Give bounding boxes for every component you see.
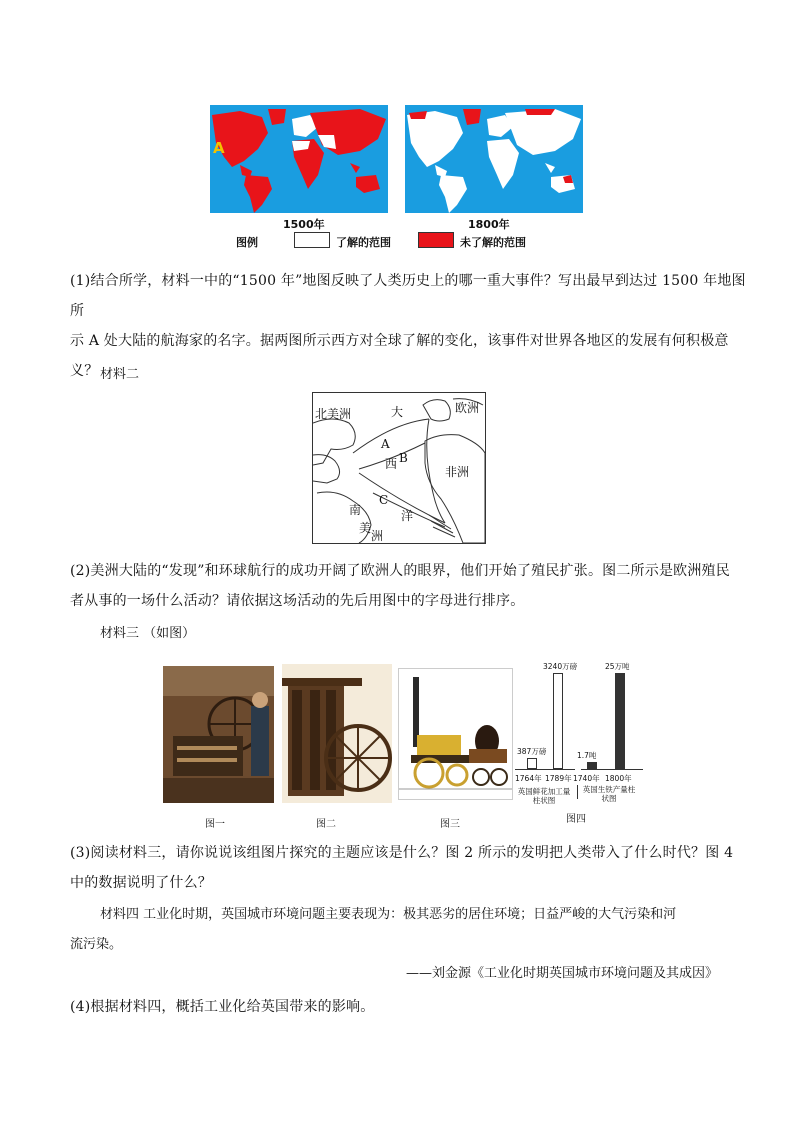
material-3-heading: 材料三 （如图） [100,626,196,641]
figure-3-caption: 图三 [440,819,460,830]
question-4 [70,992,750,1022]
material-4 [70,900,750,960]
question-1-line-2: 示 A 处大陆的航海家的名字。据两图所示西方对全球了解的变化，该事件对世界各地区的发展有何积极意 [70,333,729,349]
figure-3-locomotive [398,668,513,800]
map-label-north-america: 北美洲 [315,407,352,421]
map-label-xi: 西 [385,457,398,471]
question-3-line-2: 中的数据说明了什么？ [70,875,212,891]
chart-group-caption-2: 英国生铁产量柱状图 [582,785,636,803]
chart-category-label: 1800年 [605,774,632,783]
question-1-line-3: 义？ [70,363,99,379]
legend-unknown-swatch [418,232,454,248]
figure-4-caption: 图四 [566,814,586,825]
map-label-nan: 南 [349,503,362,517]
material-2-heading: 材料二 [100,367,140,382]
chart-value-label: 387万磅 [517,747,547,756]
chart-axis-1 [515,769,575,770]
material-4-line-1: 材料四 工业化时期，英国城市环境问题主要表现为：极其恶劣的居住环境；日益严峻的大气污染和河 [100,907,677,922]
question-4-line-1: (4)根据材料四，概括工业化给英国带来的影响。 [70,999,375,1015]
map-label-a: A [381,437,390,451]
chart-bar [615,673,625,769]
question-2-line-1: (2)美洲大陆的“发现”和环球航行的成功开阔了欧洲人的眼界，他们开始了殖民扩张。图二所示是欧洲殖民 [70,563,730,579]
map-label-mei: 美 [359,521,372,535]
chart-value-label: 25万吨 [605,662,630,671]
map-marker-a: A [213,139,225,157]
figure-2-caption: 图二 [316,819,336,830]
triangular-trade-map [312,392,486,544]
question-2 [70,556,750,616]
map-label-yang: 洋 [401,509,414,523]
map-label-c: C [379,493,389,507]
chart-bar [527,758,537,769]
chart-divider [577,785,578,799]
question-3-line-1: (3)阅读材料三，请你说说该组图片探究的主题应该是什么？图 2 所示的发明把人类带入了什么时代？图 4 [70,845,734,861]
chart-category-label: 1764年 [515,774,542,783]
world-map-1500 [210,105,388,213]
figure-2-steam-engine [282,664,392,803]
chart-axis-2 [581,769,643,770]
question-1-line-1: (1)结合所学，材料一中的“1500 年”地图反映了人类历史上的哪一重大事件？写出最早到达过 1500 年地图所 [70,273,746,319]
figure-4-bar-chart [515,655,645,805]
map-label-europe: 欧洲 [455,401,480,415]
map-label-da: 大 [391,405,404,419]
question-3 [70,838,750,898]
figure-1-spinning-jenny [163,666,274,803]
question-1 [70,266,750,386]
legend-known-label: 了解的范围 [336,236,391,249]
chart-value-label: 1.7吨 [577,751,597,760]
chart-bar [553,673,563,769]
legend-known-swatch [294,232,330,248]
legend-unknown-label: 未了解的范围 [460,236,526,249]
map-label-zhou: 洲 [371,529,384,543]
chart-group-caption-1: 英国鲜花加工量柱状图 [517,787,571,805]
legend-title: 图例 [236,236,258,249]
map-label-b: B [399,451,408,465]
figure-1-caption: 图一 [205,819,225,830]
question-2-line-2: 者从事的一场什么活动？请依据这场活动的先后用图中的字母进行排序。 [70,593,525,609]
map-1500-label: 1500年 [283,218,325,231]
map-1800-label: 1800年 [468,218,510,231]
world-map-1800 [405,105,583,213]
chart-bar [587,762,597,769]
chart-category-label: 1740年 [573,774,600,783]
material-4-line-2: 流污染。 [70,937,123,952]
chart-value-label: 3240万磅 [543,662,578,671]
map-label-africa: 非洲 [445,465,470,479]
material-4-source: ——刘金源《工业化时期英国城市环境问题及其成因》 [405,966,718,981]
chart-category-label: 1789年 [545,774,572,783]
